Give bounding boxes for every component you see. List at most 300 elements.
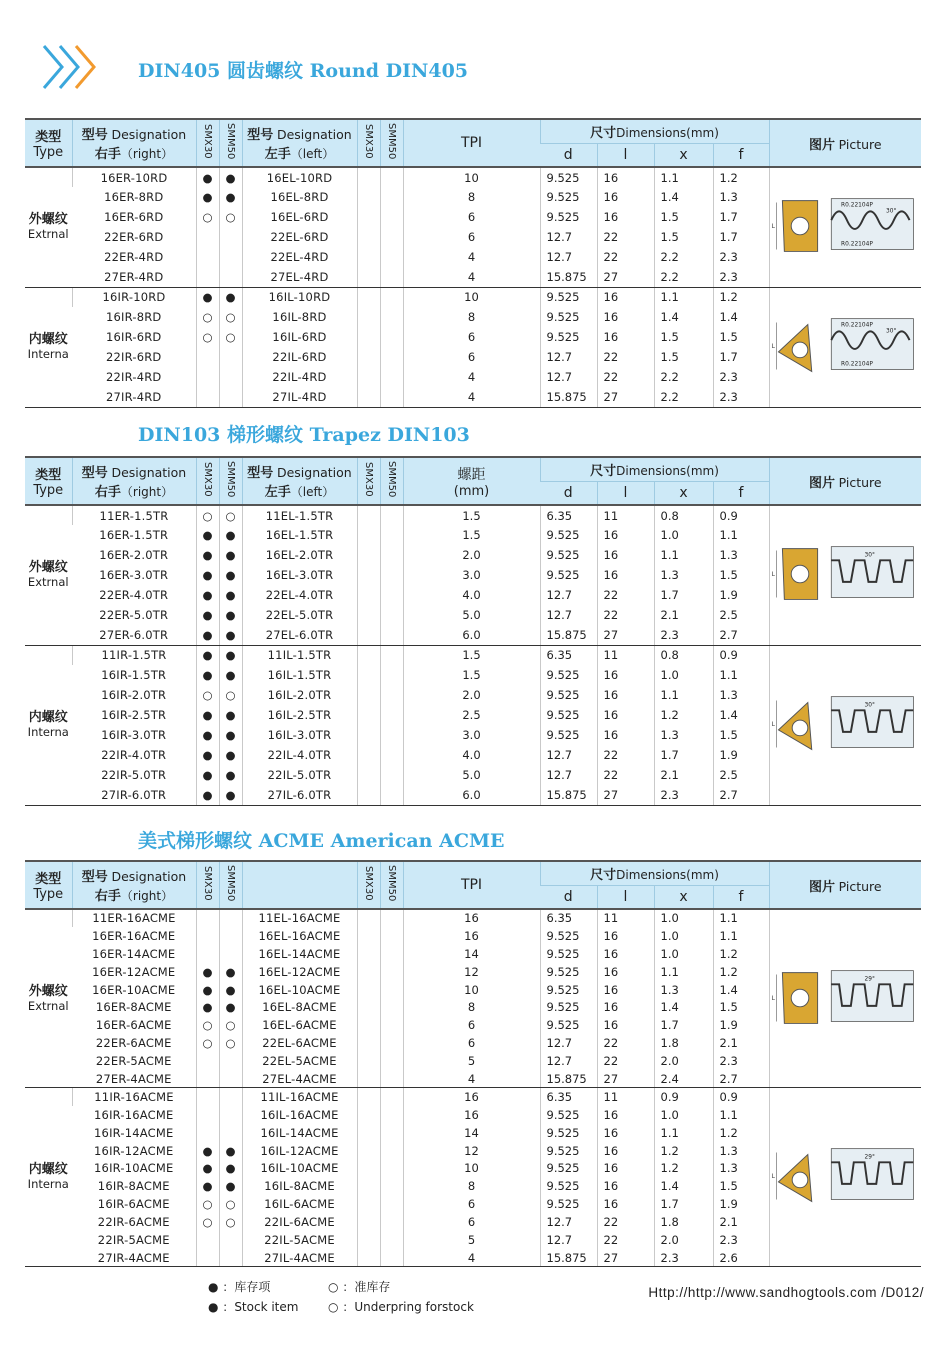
stock-label-cn: ：库存项 xyxy=(222,1280,271,1294)
table-cell xyxy=(380,1195,403,1213)
table-cell xyxy=(219,367,242,387)
table-cell: 1.5 xyxy=(713,1177,769,1195)
table-cell: 22 xyxy=(597,367,654,387)
table-cell: ● xyxy=(219,765,242,785)
header-pitch-label: TPI xyxy=(460,135,483,151)
table-cell xyxy=(380,1052,403,1070)
table-cell: 16 xyxy=(597,327,654,347)
table-cell xyxy=(357,167,380,187)
header-picture xyxy=(769,119,921,167)
table-cell: 2.3 xyxy=(713,1052,769,1070)
table-cell: ● xyxy=(219,705,242,725)
header-designation-left xyxy=(242,457,357,505)
table-cell xyxy=(380,227,403,247)
table-cell: 1.0 xyxy=(654,1106,713,1124)
group-label-cn: 内螺纹 xyxy=(28,1162,68,1178)
header-desig-en: Designation xyxy=(111,869,187,884)
group-label-cn: 内螺纹 xyxy=(28,710,68,725)
group-label-cn: 外螺纹 xyxy=(28,212,68,228)
table-cell: 9.525 xyxy=(540,1124,597,1142)
table-cell: 4.0 xyxy=(403,745,540,765)
table-cell: 2.3 xyxy=(713,1231,769,1249)
table-cell: 1.1 xyxy=(713,665,769,685)
table-row xyxy=(25,909,921,927)
table-cell: 0.8 xyxy=(654,505,713,525)
table-cell xyxy=(380,1213,403,1231)
table-cell xyxy=(357,187,380,207)
table-cell: 16 xyxy=(597,167,654,187)
table-cell: 22 xyxy=(597,585,654,605)
table-cell xyxy=(196,945,219,963)
table-cell xyxy=(380,1070,403,1088)
header-dim-cn: 尺寸 xyxy=(590,463,617,479)
table-cell: ● xyxy=(196,1142,219,1160)
table-cell: 16IL-1.5TR xyxy=(242,665,357,685)
header-smm50-label: SMM50 xyxy=(225,123,236,160)
table-cell: 11EL-1.5TR xyxy=(242,505,357,525)
table-cell: 22IR-4RD xyxy=(106,370,162,384)
table-cell: 1.7 xyxy=(713,227,769,247)
table-cell xyxy=(380,1231,403,1249)
table-cell: 6.0 xyxy=(403,625,540,645)
stock-symbol: ● xyxy=(208,1280,219,1294)
table-cell xyxy=(196,247,219,267)
table-cell: 6.35 xyxy=(540,645,597,665)
table-cell: 2.3 xyxy=(654,1249,713,1267)
table-cell: 1.2 xyxy=(713,963,769,981)
table-row xyxy=(25,645,921,665)
table-cell: 4 xyxy=(403,267,540,287)
table-cell: 16 xyxy=(403,1106,540,1124)
table-cell: 9.525 xyxy=(540,1177,597,1195)
picture-cell xyxy=(769,1088,921,1267)
svg-text:L: L xyxy=(771,343,775,350)
table-cell xyxy=(219,247,242,267)
website-url[interactable]: Http://http://www.sandhogtools.com /D012/ xyxy=(648,1285,924,1300)
table-cell: 16ER-8RD xyxy=(104,190,164,204)
table-cell: 9.525 xyxy=(540,167,597,187)
picture-label: R0.22104P xyxy=(840,322,873,329)
table-cell: 1.1 xyxy=(654,1124,713,1142)
table-cell: 1.5 xyxy=(654,347,713,367)
table-cell: 16ER-1.5TR xyxy=(99,528,169,542)
table-cell: 22IR-6RD xyxy=(106,350,162,364)
table-cell xyxy=(357,227,380,247)
header-left-smx30 xyxy=(357,457,380,505)
table-cell: 10 xyxy=(403,981,540,999)
table-cell: 1.4 xyxy=(654,998,713,1016)
header-left-cn: 左手 xyxy=(264,485,291,500)
table-cell xyxy=(380,525,403,545)
header-type xyxy=(25,119,72,167)
table-cell: 9.525 xyxy=(540,525,597,545)
table-cell: 11IL-1.5TR xyxy=(242,645,357,665)
table-cell: ○ xyxy=(219,1016,242,1034)
table-cell: ● xyxy=(219,167,242,187)
table-cell xyxy=(357,1070,380,1088)
table-cell: ○ xyxy=(219,207,242,227)
header-smx30-label: SMX30 xyxy=(202,124,213,159)
table-cell: 9.525 xyxy=(540,207,597,227)
table-cell: 16ER-8ACME xyxy=(95,1000,172,1015)
table-cell: 1.9 xyxy=(713,745,769,765)
table-cell: 9.525 xyxy=(540,1016,597,1034)
header-dimensions xyxy=(540,119,769,143)
table-cell: 4 xyxy=(403,367,540,387)
table-cell: 1.1 xyxy=(713,927,769,945)
table-cell xyxy=(380,367,403,387)
table-cell xyxy=(357,725,380,745)
table-cell xyxy=(380,927,403,945)
group-label-en: Interna xyxy=(27,347,69,361)
table-cell: 16IL-8RD xyxy=(242,307,357,327)
svg-text:L: L xyxy=(771,224,775,231)
header-smm50-label: SMM50 xyxy=(225,865,236,902)
table-cell: 16EL-16ACME xyxy=(242,927,357,945)
svg-text:L: L xyxy=(771,995,775,1002)
table-cell: 5.0 xyxy=(403,605,540,625)
order-label-en: ：Underpring forstock xyxy=(342,1300,474,1314)
table-cell: 1.2 xyxy=(713,167,769,187)
table-cell xyxy=(357,525,380,545)
table-cell xyxy=(357,665,380,685)
table-cell: ○ xyxy=(196,1034,219,1052)
table-cell xyxy=(357,1159,380,1177)
table-cell xyxy=(357,1106,380,1124)
table-cell: 15.875 xyxy=(540,1249,597,1267)
table-cell: 1.2 xyxy=(654,705,713,725)
table-cell: 22EL-6RD xyxy=(242,227,357,247)
table-cell: 3.0 xyxy=(403,725,540,745)
group-label-en: Interna xyxy=(27,725,69,739)
table-cell: 9.525 xyxy=(540,1195,597,1213)
header-left-smm50 xyxy=(380,861,403,909)
table-cell: 16 xyxy=(597,725,654,745)
table-cell: 11EL-16ACME xyxy=(242,909,357,927)
table-cell xyxy=(357,267,380,287)
table-cell: 16IR-1.5TR xyxy=(101,668,167,682)
table-cell: 9.525 xyxy=(540,705,597,725)
picture-cell xyxy=(769,505,921,645)
table-cell: 16 xyxy=(597,998,654,1016)
table-cell xyxy=(219,1088,242,1106)
table-cell: ● xyxy=(196,725,219,745)
table-cell: ● xyxy=(196,605,219,625)
table-cell: 1.5 xyxy=(403,505,540,525)
table-cell: 16IR-10RD xyxy=(72,287,196,307)
table-cell: 15.875 xyxy=(540,785,597,805)
table-cell: 6 xyxy=(403,1213,540,1231)
table-cell: ● xyxy=(219,785,242,805)
table-cell xyxy=(357,1231,380,1249)
table-cell: 15.875 xyxy=(540,387,597,407)
table-cell: ● xyxy=(219,1142,242,1160)
table-cell: 1.0 xyxy=(654,927,713,945)
table-cell xyxy=(219,227,242,247)
table-cell: 22IR-4.0TR xyxy=(101,748,167,762)
table-cell xyxy=(380,187,403,207)
picture-label: 30° xyxy=(864,552,875,559)
table-cell: 16IL-16ACME xyxy=(242,1106,357,1124)
picture-label: 29° xyxy=(864,1154,875,1161)
table-cell: 12.7 xyxy=(540,227,597,247)
table-cell: 1.0 xyxy=(654,945,713,963)
table-cell: 6 xyxy=(403,327,540,347)
header-picture xyxy=(769,457,921,505)
acme-thread-internal-insert-diagram xyxy=(770,1133,918,1221)
picture-cell xyxy=(769,909,921,1088)
header-smm50 xyxy=(219,457,242,505)
table-cell: ○ xyxy=(219,685,242,705)
header-smx30-label: SMX30 xyxy=(202,866,213,901)
order-label-cn: ：准库存 xyxy=(342,1280,391,1294)
table-cell: 22 xyxy=(597,1052,654,1070)
table-cell: 6 xyxy=(403,1016,540,1034)
table-cell: 9.525 xyxy=(540,1159,597,1177)
header-dim-f: f xyxy=(713,481,769,505)
header-right-en: （right） xyxy=(120,889,174,903)
header-desig-cn: 型号 xyxy=(81,870,108,885)
table-cell xyxy=(357,645,380,665)
table-cell xyxy=(357,1195,380,1213)
table-cell: 11IR-1.5TR xyxy=(72,645,196,665)
table-cell xyxy=(219,1249,242,1267)
table-cell: 22 xyxy=(597,605,654,625)
table-cell xyxy=(357,1124,380,1142)
table-cell: ● xyxy=(219,565,242,585)
header-dim-en: Dimensions(mm) xyxy=(616,125,719,140)
table-cell xyxy=(357,909,380,927)
table-cell: 9.525 xyxy=(540,998,597,1016)
header-smx30 xyxy=(196,457,219,505)
table-cell: 16IR-6ACME xyxy=(97,1197,170,1212)
table-cell: 27EL-4ACME xyxy=(242,1070,357,1088)
svg-text:L: L xyxy=(771,1174,775,1181)
table-cell xyxy=(357,287,380,307)
table-cell: 9.525 xyxy=(540,981,597,999)
table-cell: 27ER-4RD xyxy=(72,267,196,287)
header-designation-left xyxy=(242,861,357,909)
table-cell: 16EL-6RD xyxy=(242,207,357,227)
table-cell xyxy=(380,909,403,927)
table-cell xyxy=(357,565,380,585)
table-cell: 9.525 xyxy=(540,665,597,685)
table-cell: 9.525 xyxy=(540,725,597,745)
table-cell: ● xyxy=(219,1159,242,1177)
header-type-cn: 类型 xyxy=(35,872,62,887)
header-designation-right xyxy=(72,119,196,167)
picture-cell xyxy=(769,645,921,805)
table-cell: 1.7 xyxy=(654,585,713,605)
table-cell: 2.7 xyxy=(713,1070,769,1088)
spec-table-0 xyxy=(25,118,921,408)
table-cell: 1.7 xyxy=(654,745,713,765)
table-row xyxy=(25,1088,921,1106)
table-cell: 9.525 xyxy=(540,307,597,327)
table-cell: 16 xyxy=(597,545,654,565)
table-cell: 27IL-4RD xyxy=(242,387,357,407)
header-type-cn: 类型 xyxy=(35,130,62,145)
header-pitch-label: 螺距 xyxy=(457,466,486,483)
table-cell: 22IR-6ACME xyxy=(97,1215,170,1230)
group-label xyxy=(25,167,72,287)
table-cell xyxy=(380,945,403,963)
table-cell: 1.9 xyxy=(713,1016,769,1034)
table-cell xyxy=(380,1142,403,1160)
table-cell: 12.7 xyxy=(540,765,597,785)
table-cell: 2.2 xyxy=(654,247,713,267)
table-cell: 1.2 xyxy=(654,1159,713,1177)
table-cell: 22ER-6ACME xyxy=(95,1036,172,1051)
table-cell: 11 xyxy=(597,909,654,927)
table-cell xyxy=(380,705,403,725)
table-cell: 16IL-2.0TR xyxy=(242,685,357,705)
header-smx30-label: SMX30 xyxy=(202,462,213,497)
group-label-cn: 外螺纹 xyxy=(28,983,68,999)
picture-cell xyxy=(769,167,921,287)
table-cell: 16EL-8RD xyxy=(242,187,357,207)
table-cell: 2.5 xyxy=(713,765,769,785)
table-cell xyxy=(380,327,403,347)
table-cell: 9.525 xyxy=(540,565,597,585)
table-cell: 22IL-4.0TR xyxy=(242,745,357,765)
table-cell: ● xyxy=(219,287,242,307)
table-row xyxy=(25,167,921,187)
table-cell: 16 xyxy=(403,1088,540,1106)
table-cell xyxy=(196,909,219,927)
header-desig-left-en: Designation xyxy=(276,127,352,142)
round-thread-external-insert-diagram xyxy=(770,183,918,271)
legend-stock-en xyxy=(208,1298,298,1315)
table-cell: 2.0 xyxy=(654,1052,713,1070)
table-cell xyxy=(357,605,380,625)
picture-label: 30° xyxy=(885,328,896,335)
header-dim-f: f xyxy=(713,885,769,909)
table-cell: ● xyxy=(219,981,242,999)
table-cell xyxy=(380,745,403,765)
header-right-cn: 右手 xyxy=(94,485,121,500)
table-cell: 16IR-8ACME xyxy=(97,1179,170,1194)
table-cell: 1.0 xyxy=(654,665,713,685)
table-cell: 16 xyxy=(403,909,540,927)
table-cell xyxy=(219,1106,242,1124)
table-cell xyxy=(357,1052,380,1070)
table-cell xyxy=(357,1249,380,1267)
table-cell xyxy=(380,665,403,685)
table-cell xyxy=(380,785,403,805)
table-cell: 2.3 xyxy=(713,387,769,407)
table-cell: 12.7 xyxy=(540,1052,597,1070)
table-cell: 1.1 xyxy=(654,685,713,705)
table-cell xyxy=(380,167,403,187)
group-label xyxy=(25,1088,72,1267)
table-cell: 2.0 xyxy=(654,1231,713,1249)
table-cell: 1.1 xyxy=(713,909,769,927)
group-label-en: Extrnal xyxy=(27,227,69,242)
table-cell: ○ xyxy=(219,1034,242,1052)
table-cell: 4 xyxy=(403,1070,540,1088)
table-cell xyxy=(380,1088,403,1106)
table-cell: 22EL-6ACME xyxy=(242,1034,357,1052)
table-cell: 1.5 xyxy=(713,725,769,745)
table-cell: 12.7 xyxy=(540,605,597,625)
table-cell: ● xyxy=(196,565,219,585)
header-left-smx30-label: SMX30 xyxy=(363,866,374,901)
table-cell: 1.9 xyxy=(713,1195,769,1213)
table-cell xyxy=(219,347,242,367)
table-cell: ○ xyxy=(196,1195,219,1213)
table-cell xyxy=(357,1142,380,1160)
table-cell: 2.3 xyxy=(713,267,769,287)
header-desig-en: Designation xyxy=(111,465,187,480)
table-cell: 1.8 xyxy=(654,1213,713,1231)
table-cell: ● xyxy=(219,605,242,625)
header-right-en: （right） xyxy=(120,485,174,499)
table-cell: ● xyxy=(196,625,219,645)
header-dim-cn: 尺寸 xyxy=(590,867,617,883)
group-label-en: Extrnal xyxy=(27,575,69,590)
header-dim-l: l xyxy=(597,481,654,505)
table-cell: 1.5 xyxy=(713,565,769,585)
header-left-smx30-label: SMX30 xyxy=(363,462,374,497)
table-cell: 8 xyxy=(403,187,540,207)
table-cell xyxy=(380,725,403,745)
table-cell: ● xyxy=(196,167,219,187)
table-cell: 2.1 xyxy=(654,765,713,785)
header-desig-en: Designation xyxy=(111,127,187,142)
table-cell: 1.5 xyxy=(713,327,769,347)
table-cell xyxy=(357,545,380,565)
table-cell: ● xyxy=(219,187,242,207)
table-cell: 4.0 xyxy=(403,585,540,605)
table-cell: 16IR-2.5TR xyxy=(101,708,167,722)
table-cell: 16 xyxy=(597,1177,654,1195)
header-desig-cn: 型号 xyxy=(81,466,108,481)
table-cell: ● xyxy=(196,765,219,785)
table-cell xyxy=(196,387,219,407)
table-cell: 0.9 xyxy=(713,1088,769,1106)
table-cell xyxy=(380,645,403,665)
table-cell: 2.2 xyxy=(654,387,713,407)
header-picture xyxy=(769,861,921,909)
table-cell: 9.525 xyxy=(540,187,597,207)
group-label xyxy=(25,287,72,407)
header-left-en: （left） xyxy=(290,485,335,499)
table-cell: 22 xyxy=(597,1213,654,1231)
table-cell xyxy=(196,1231,219,1249)
table-cell: 10 xyxy=(403,287,540,307)
table-cell: 9.525 xyxy=(540,545,597,565)
table-cell: 9.525 xyxy=(540,685,597,705)
table-cell xyxy=(357,307,380,327)
table-cell xyxy=(380,247,403,267)
table-cell: 22ER-4RD xyxy=(104,250,164,264)
table-cell: 16ER-12ACME xyxy=(92,964,176,979)
header-pic-en: Picture xyxy=(838,136,882,152)
table-cell: 2.0 xyxy=(403,685,540,705)
header-type-en: Type xyxy=(33,887,64,902)
table-cell: 27ER-6.0TR xyxy=(72,625,196,645)
table-cell xyxy=(357,685,380,705)
table-cell: 2.1 xyxy=(713,1034,769,1052)
table-cell: 2.3 xyxy=(713,247,769,267)
table-cell xyxy=(196,1106,219,1124)
header-desig-left-en: Designation xyxy=(276,465,352,480)
table-cell: 6.35 xyxy=(540,505,597,525)
table-cell: 2.3 xyxy=(654,785,713,805)
table-cell: ○ xyxy=(219,505,242,525)
table-cell: ● xyxy=(196,785,219,805)
